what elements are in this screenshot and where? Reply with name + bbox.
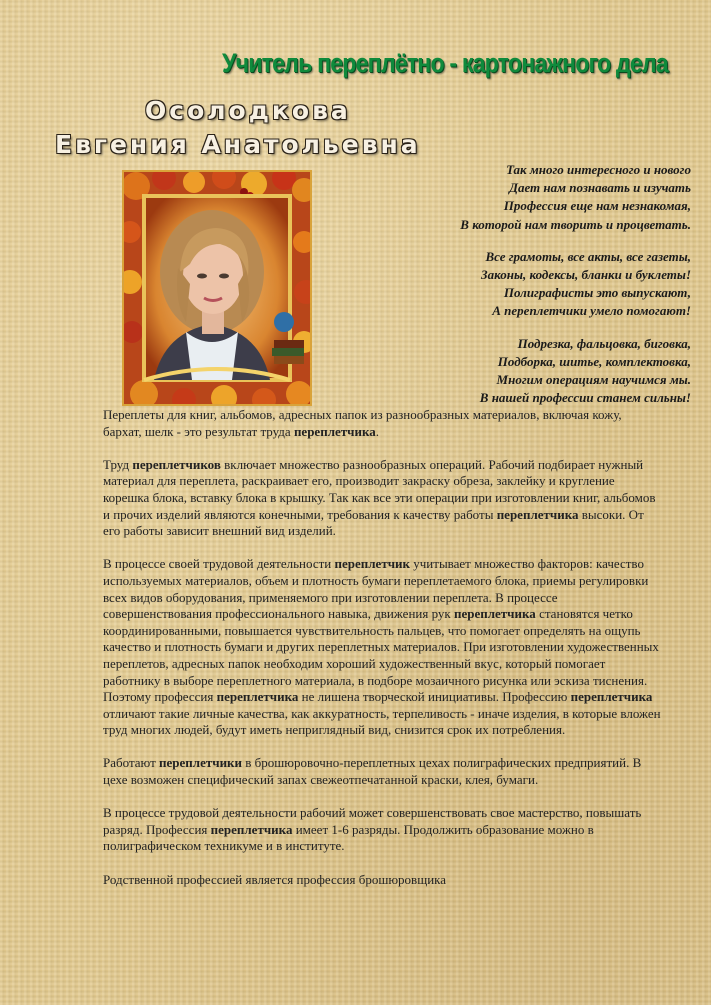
paragraph	[103, 805, 663, 855]
poem-line: Профессия еще нам незнакомая,	[503, 198, 691, 214]
poem-line: Подборка, шитье, комплектовка,	[497, 353, 691, 369]
poem-line: Законы, кодексы, бланки и буклеты!	[481, 267, 691, 283]
poem-line: Так много интересного и нового	[506, 162, 691, 177]
text-run: становятся четко координированными, повышается чувствительность пальцев, что помогает определять на ощупь качество и плотность бумаги и других переплетных материалов. При изготовлении художественных переплетов, адресных папок необходим хороший художественный вкус, который помогает работнику в выборе переплетного материала, в подборе мозаичного рисунка или эскиза тиснения. Поэтому профессия	[103, 606, 659, 705]
teacher-given-names: Евгения Анатольевна	[55, 130, 421, 159]
text-run: В процессе трудовой деятельности рабочий может совершенствовать свое мастерство, повышать разряд. Профессия	[103, 805, 642, 837]
text-run: Родственной профессией является профессия брошюровщика	[103, 871, 447, 887]
paragraph	[103, 457, 663, 540]
page-heading: Учитель переплётно - картонажного дела	[222, 48, 668, 78]
profession-term: переплетчики	[159, 755, 243, 771]
profession-term: переплетчика	[453, 606, 536, 622]
paragraph	[103, 556, 663, 739]
poem-line: Все грамоты, все акты, все газеты,	[485, 248, 691, 264]
poem-line: Дает нам познавать и изучать	[509, 180, 691, 196]
text-run: .	[375, 423, 380, 439]
poem-stanza	[391, 335, 691, 408]
poem	[391, 161, 691, 407]
text-run: включает множество разнообразных операций. Рабочий подбирает нужный материал для переплета, раскраивает его, производит закраску обреза, заклейку и кругление корешка блока, вставку блока в крышку. Так как все эти операции при изготовлении книг, альбомов и прочих изделий являются конечными, требования к качеству работы	[103, 456, 656, 522]
text-run: в брошюровочно-переплетных цехах полиграфических предприятий. В цехе возможен специфический запах свежеотпечатанной краски, клея, бумаги.	[103, 755, 642, 788]
profession-term: переплетчика	[570, 689, 653, 705]
poem-line: В нашей профессии станем сильны!	[479, 390, 691, 406]
text-run: отличают такие личные качества, как аккуратность, терпеливость - иначе изделия, в которые вложен труд многих людей, будут иметь неприглядный вид, снизится срок их потребления.	[103, 705, 661, 738]
profession-term: переплетчика	[496, 506, 579, 522]
poem-stanza	[391, 161, 691, 234]
profession-term: переплетчика	[293, 423, 376, 439]
poem-line: В которой нам творить и процветать.	[460, 216, 691, 232]
profession-term: переплетчика	[216, 689, 299, 705]
teacher-surname: Осолодкова	[145, 96, 351, 125]
profession-description	[103, 407, 663, 905]
teacher-portrait-icon	[124, 172, 310, 404]
poem-stanza	[391, 248, 691, 321]
poem-line: Полиграфисты это выпускают,	[503, 285, 691, 301]
profession-term: переплетчика	[210, 821, 293, 837]
text-run: имеет 1-6 разряды. Продолжить образование можно в полиграфическом техникуме и в институте.	[103, 821, 594, 854]
paragraph	[103, 407, 663, 440]
paragraph	[103, 755, 663, 788]
text-run: Работают	[103, 755, 160, 771]
text-run: учитывает множество факторов: качество используемых материалов, объем и плотность бумаги переплетаемого блока, приемы регулировки всех видов оборудования, применяемого при изготовлении переплета. В процессе совершенствования профессионального навыка, движения рук	[103, 556, 649, 622]
paragraph	[103, 872, 663, 889]
poem-line: А переплетчики умело помогают!	[492, 303, 691, 319]
text-run: В процессе своей трудовой деятельности	[103, 556, 335, 572]
text-run: Труд	[103, 456, 133, 472]
text-run: Переплеты для книг, альбомов, адресных папок из разнообразных материалов, включая кожу, бархат, шелк - это результат труда	[103, 407, 622, 439]
poem-line: Многим операциям научимся мы.	[496, 372, 691, 388]
text-run: высоки. От его работы зависит внешний вид изделий.	[103, 506, 644, 539]
poem-line: Подрезка, фальцовка, биговка,	[517, 335, 691, 351]
profession-term: переплетчик	[334, 556, 411, 572]
profession-term: переплетчиков	[132, 456, 221, 472]
text-run: не лишена творческой инициативы. Профессию	[298, 689, 571, 705]
teacher-photo	[122, 170, 312, 406]
